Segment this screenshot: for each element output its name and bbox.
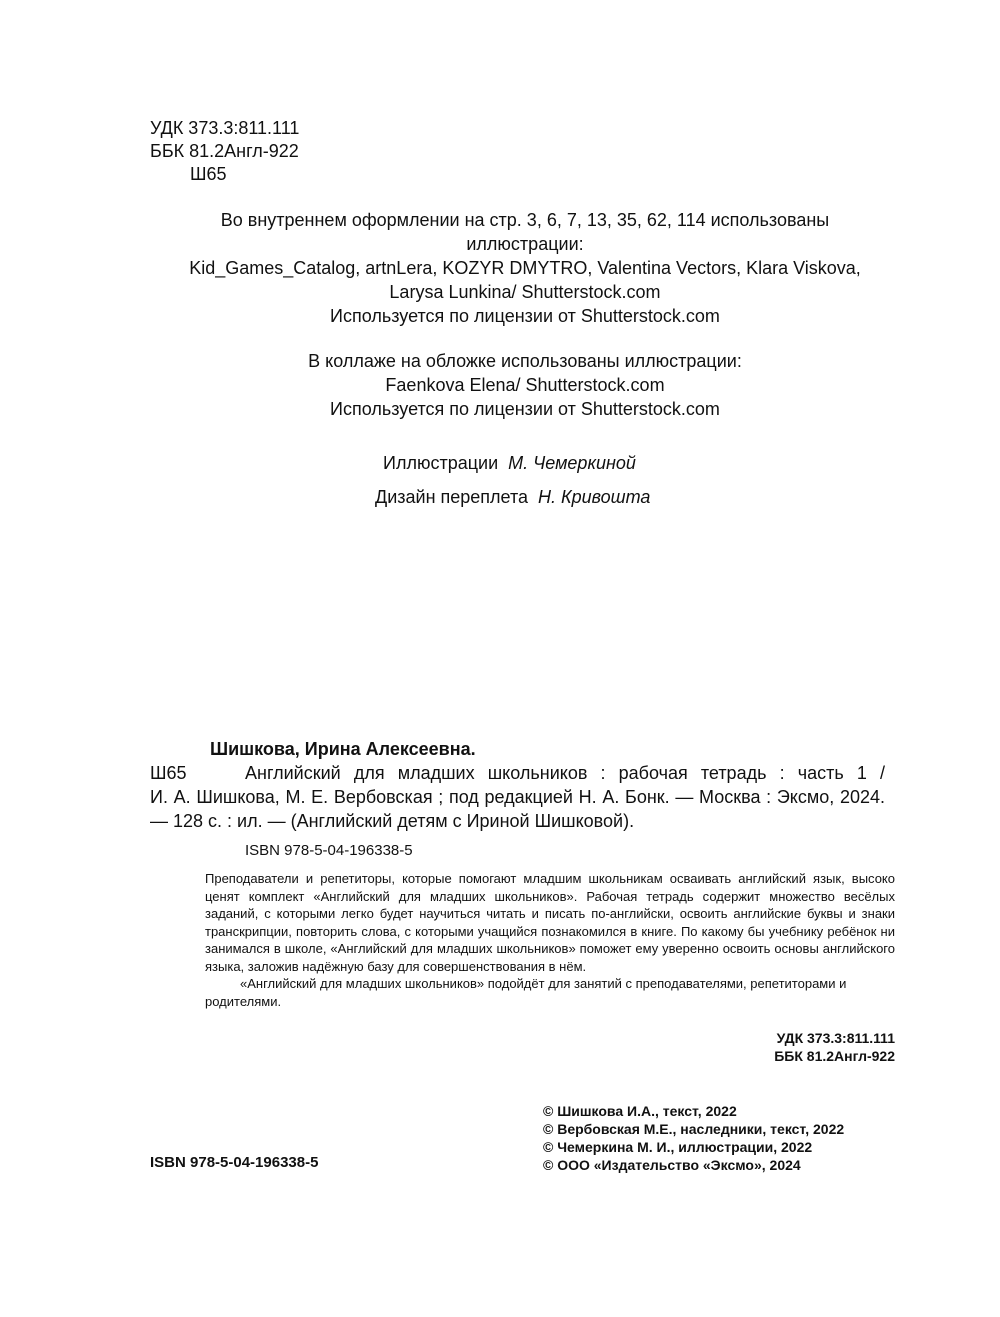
copyright-line: © Шишкова И.А., текст, 2022 <box>543 1103 737 1119</box>
entry-isbn: ISBN 978-5-04-196338-5 <box>245 842 413 859</box>
udk-code-bottom: УДК 373.3:811.111 <box>776 1030 895 1046</box>
credit-line: Kid_Games_Catalog, artnLera, KOZYR DMYTRO, Valentina Vectors, Klara Viskova, <box>189 258 861 278</box>
credit-line: иллюстрации: <box>466 234 584 254</box>
annotation-paragraph: Преподаватели и репетиторы, которые помогают младшим школьникам осваивать английский язык, высоко ценят комплект «Английский для младших школьников». Рабочая тетрадь содержит множество весёлых заданий, с которыми легко будет научиться читать и писать по-английски, освоить английские буквы и знаки транскрипции, повторить слова, с которыми учащийся познакомился в книге. По какому бы учебнику ребёнок ни занимался в школе, «Английский для младших школьников» поможет ему уверенно освоить основы английского языка, заложив надёжную базу для совершенствования в нём. <box>205 871 895 974</box>
illustrator-name: М. Чемеркиной <box>508 453 636 473</box>
entry-details: И. А. Шишкова, М. Е. Вербовская ; под редакцией Н. А. Бонк. — Москва : Эксмо, 2024. — 128 с. : ил. — (Английский детям с Ириной Шишковой). <box>150 787 885 831</box>
cover-design-credit <box>375 485 650 509</box>
copyright-line: © Вербовская М.Е., наследники, текст, 2022 <box>543 1121 845 1137</box>
annotation <box>205 870 895 1010</box>
bbk-code: ББК 81.2Англ-922 <box>150 141 299 161</box>
credit-line: Во внутреннем оформлении на стр. 3, 6, 7, 13, 35, 62, 114 использованы <box>220 210 830 230</box>
classification-block <box>150 117 299 186</box>
credit-line: В коллаже на обложке использованы иллюстрации: <box>308 351 742 371</box>
cover-design-label: Дизайн переплета <box>375 487 528 507</box>
entry-title-line: Английский для младших школьников : рабочая тетрадь : часть 1 / <box>245 763 885 783</box>
classification-bottom <box>774 1029 895 1065</box>
credit-line: Larysa Lunkina/ Shutterstock.com <box>389 282 661 302</box>
illustrator-credit <box>383 451 636 475</box>
cover-design-name: Н. Кривошта <box>538 487 651 507</box>
credit-line: Faenkova Elena/ Shutterstock.com <box>385 375 665 395</box>
credit-line: Используется по лицензии от Shutterstock.com <box>330 399 720 419</box>
copyright-line: © Чемеркина М. И., иллюстрации, 2022 <box>543 1139 813 1155</box>
copyright-block <box>543 1102 844 1174</box>
bibliographic-entry <box>150 737 885 863</box>
inner-illustrations-credits <box>100 208 950 328</box>
entry-author: Шишкова, Ирина Алексеевна. <box>210 739 476 759</box>
bbk-code-bottom: ББК 81.2Англ-922 <box>774 1048 895 1064</box>
entry-author-mark: Ш65 <box>150 763 187 783</box>
entry-body <box>150 761 885 833</box>
illustrator-label: Иллюстрации <box>383 453 499 473</box>
annotation-paragraph: «Английский для младших школьников» подойдёт для занятий с преподавателями, репетиторами и родителями. <box>205 976 847 1009</box>
isbn-bottom: ISBN 978-5-04-196338-5 <box>150 1154 319 1171</box>
credit-line: Используется по лицензии от Shutterstock.com <box>330 306 720 326</box>
udk-code: УДК 373.3:811.111 <box>150 118 300 138</box>
copyright-line: © ООО «Издательство «Эксмо», 2024 <box>543 1157 801 1173</box>
author-mark: Ш65 <box>190 164 227 184</box>
cover-illustrations-credits <box>100 349 950 421</box>
